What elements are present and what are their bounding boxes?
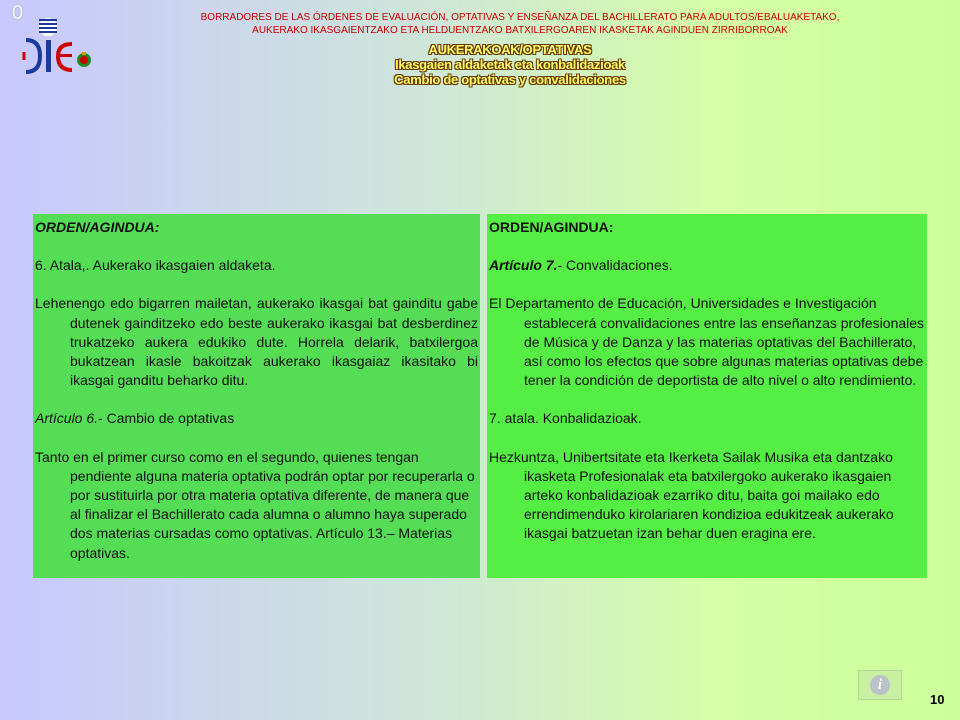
left-paragraph-1: 6. Atala,. Aukerako ikasgaien aldaketa. xyxy=(35,257,276,274)
right-text-box xyxy=(487,214,927,578)
striped-globe-icon xyxy=(39,18,57,36)
left-heading: ORDEN/AGINDUA: xyxy=(35,219,160,235)
info-button[interactable] xyxy=(858,670,902,700)
banner-line-2: Ikasgaien aldaketak eta konbalidazioak xyxy=(395,57,625,72)
banner-line-1: AUKERAKOAK/OPTATIVAS xyxy=(428,42,592,57)
section-banner xyxy=(300,42,720,87)
right-heading: ORDEN/AGINDUA: xyxy=(489,219,614,235)
left-article-title: - Cambio de optativas xyxy=(98,410,235,427)
banner-line-3: Cambio de optativas y convalidaciones xyxy=(394,72,626,87)
right-article-title: - Convalidaciones. xyxy=(557,257,673,274)
slide-corner-number: 0 xyxy=(12,2,24,24)
left-article-label: Artículo 6. xyxy=(35,410,99,427)
info-icon: i xyxy=(870,675,890,695)
header-line-1: BORRADORES DE LAS ÓRDENES DE EVALUACIÓN, OPTATIVAS Y ENSEÑANZA DEL BACHILLERATO PARA ADULTOS/EBALUAKETAKO, xyxy=(200,12,840,23)
left-paragraph-3 xyxy=(35,409,478,428)
header-line-2: AUKERAKO IKASGAIENTZAKO ETA HELDUENTZAKO BATXILERGOAREN IKASKETAK AGINDUEN ZIRRIBORROAK xyxy=(252,25,788,36)
right-paragraph-1 xyxy=(489,256,925,275)
left-paragraph-2: Lehenengo edo bigarren mailetan, aukerako ikasgai bat gainditu gabe dutenek gainditzeko edo beste aukerako ikasgai bat desberdinez trukatzeko aukera edukiko dute. Horrela delarik, batxilergoa bukatzean ikasle bakoitzak aukerako ikasgaiaz ikasitako bi ikasgai ganditu beharko ditu. xyxy=(35,295,478,389)
page-number: 10 xyxy=(930,692,945,707)
document-header xyxy=(150,11,890,37)
right-paragraph-3: 7. atala. Konbalidazioak. xyxy=(489,410,642,427)
left-paragraph-4: Tanto en el primer curso como en el segundo, quienes tengan pendiente alguna materia optativa podrán optar por recuperarla o por sustituirla por otra materia optativa diferente, de manera que al finalizar el Bachillerato cada alumna o alumno haya superado dos materias cursadas como optativas. Artículo 13.– Materias optativas. xyxy=(35,448,475,561)
right-paragraph-4: Hezkuntza, Unibertsitate eta Ikerketa Sailak Musika eta dantzako ikasketa Profesionalak eta batxilergoko aukerako ikasgaien arteko konbalidazioak ezarriko ditu, baita goi mailako edo errendimenduko kirolariaren kondizioa edukitzeak aukerako ikasgai batzuetan izan behar duen eragina ere. xyxy=(489,448,894,542)
emblem-icon xyxy=(77,52,91,67)
left-text-box xyxy=(33,214,480,578)
right-paragraph-2: El Departamento de Educación, Universidades e Investigación establecerá convalidaciones entre las enseñanzas profesionales de Música y de Danza y las materias optativas del Bachillerato, así como los efectos que sobre algunas materias optativas debe tener la condición de deportista de alto nivel o alto rendimiento. xyxy=(489,295,925,389)
die-logo-graphic xyxy=(22,14,102,78)
right-article-label: Artículo 7. xyxy=(489,257,558,274)
die-logo xyxy=(22,14,102,78)
